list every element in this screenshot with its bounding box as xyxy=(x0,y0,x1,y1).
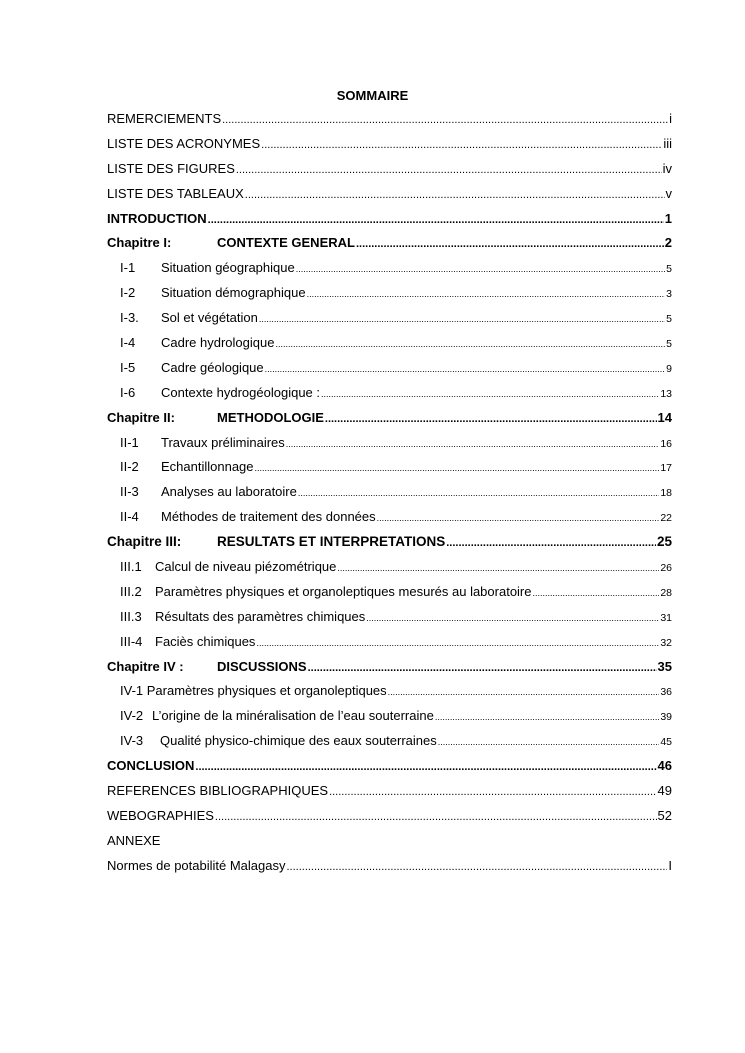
toc-leader-dots xyxy=(286,859,667,875)
toc-leader-dots xyxy=(329,784,656,800)
toc-entry-number: I-6 xyxy=(120,384,136,400)
toc-entry-page: 14 xyxy=(657,409,672,425)
page-title: SOMMAIRE xyxy=(336,88,409,103)
toc-entry[interactable] xyxy=(107,484,672,509)
toc-entry-label: Méthodes de traitement des données xyxy=(161,509,376,525)
toc-leader-dots xyxy=(307,286,666,302)
toc-entry-number: IV-3 xyxy=(120,733,144,749)
toc-entry-page: 1 xyxy=(664,210,672,226)
toc-entry-label: Situation géographique xyxy=(161,260,295,276)
toc-entry-page: 52 xyxy=(657,807,672,823)
toc-entry-number: Chapitre I: xyxy=(107,235,172,251)
toc-entry-page: 32 xyxy=(660,636,672,649)
toc-entry-label: Analyses au laboratoire xyxy=(161,484,297,500)
toc-leader-dots xyxy=(256,635,659,651)
toc-leader-dots xyxy=(261,137,662,153)
toc-entry-label: REFERENCES BIBLIOGRAPHIQUES xyxy=(107,783,329,799)
toc-entry-page: iv xyxy=(662,160,672,176)
toc-entry[interactable] xyxy=(107,161,672,186)
toc-entry-label: WEBOGRAPHIES xyxy=(107,807,214,823)
toc-entry[interactable] xyxy=(107,136,672,161)
toc-entry-label: DISCUSSIONS xyxy=(217,658,307,674)
toc-entry[interactable] xyxy=(107,708,672,733)
toc-entry-page: 28 xyxy=(660,586,672,599)
toc-entry-page: 31 xyxy=(660,611,672,624)
toc-entry[interactable] xyxy=(107,211,672,236)
toc-entry[interactable] xyxy=(107,509,672,534)
toc-entry-page: 2 xyxy=(664,235,672,251)
toc-entry-page: 5 xyxy=(666,338,672,351)
toc-entry-number: III.3 xyxy=(120,608,142,624)
toc-entry-label: Faciès chimiques xyxy=(155,633,256,649)
toc-entry-label: Situation démographique xyxy=(161,285,306,301)
table-of-contents xyxy=(107,111,672,883)
toc-entry[interactable] xyxy=(107,783,672,808)
toc-entry[interactable] xyxy=(107,659,672,684)
toc-entry[interactable] xyxy=(107,758,672,783)
toc-leader-dots xyxy=(298,485,659,501)
toc-entry-page: 39 xyxy=(660,711,672,724)
toc-leader-dots xyxy=(308,660,657,676)
toc-entry-page: 9 xyxy=(666,362,672,375)
toc-leader-dots xyxy=(259,311,665,327)
toc-leader-dots xyxy=(388,684,660,700)
toc-entry-page: 46 xyxy=(657,758,672,774)
toc-entry[interactable] xyxy=(107,733,672,758)
toc-entry-number: II-1 xyxy=(120,434,139,450)
toc-leader-dots xyxy=(533,585,660,601)
toc-entry[interactable] xyxy=(107,584,672,609)
toc-entry-number: I-2 xyxy=(120,285,136,301)
toc-entry-number: II-4 xyxy=(120,509,139,525)
toc-entry[interactable] xyxy=(107,459,672,484)
toc-entry-page: 5 xyxy=(666,313,672,326)
toc-entry-page: 16 xyxy=(660,437,672,450)
toc-leader-dots xyxy=(215,809,657,825)
toc-entry-label: Cadre hydrologique xyxy=(161,335,275,351)
toc-entry-label: Echantillonnage xyxy=(161,459,254,475)
toc-entry-page: i xyxy=(669,111,672,126)
toc-entry[interactable] xyxy=(107,385,672,410)
toc-entry-label: Résultats des paramètres chimiques xyxy=(155,608,366,624)
toc-entry[interactable] xyxy=(107,111,672,136)
toc-entry[interactable] xyxy=(107,186,672,211)
toc-entry-label: REMERCIEMENTS xyxy=(107,111,222,126)
toc-entry-number: IV-2 xyxy=(120,708,144,724)
toc-leader-dots xyxy=(195,759,656,775)
toc-entry-page: v xyxy=(665,185,672,201)
toc-entry-number: I-3. xyxy=(120,310,139,326)
toc-entry-number: I-5 xyxy=(120,359,136,375)
toc-entry[interactable] xyxy=(107,360,672,385)
toc-leader-dots xyxy=(245,187,665,203)
toc-entry-label: Cadre géologique xyxy=(161,359,264,375)
toc-entry-number: II-3 xyxy=(120,484,139,500)
toc-entry-label: Qualité physico-chimique des eaux souterraines xyxy=(160,733,437,749)
toc-entry-label: LISTE DES FIGURES xyxy=(107,160,235,176)
toc-entry-number: II-2 xyxy=(120,459,139,475)
toc-leader-dots xyxy=(337,560,659,576)
toc-entry[interactable] xyxy=(107,833,672,858)
toc-entry-label: CONCLUSION xyxy=(107,758,195,774)
toc-entry[interactable] xyxy=(107,559,672,584)
toc-leader-dots xyxy=(325,411,657,427)
toc-entry-page: 25 xyxy=(656,534,672,550)
toc-leader-dots xyxy=(296,261,665,277)
toc-entry-number: III.1 xyxy=(120,559,142,575)
toc-entry-number: Chapitre IV : xyxy=(107,658,184,674)
toc-entry-label: RESULTATS ET INTERPRETATIONS xyxy=(217,534,446,550)
toc-entry-page: 26 xyxy=(660,562,672,575)
toc-entry[interactable] xyxy=(107,634,672,659)
toc-entry-page: 17 xyxy=(660,462,672,475)
toc-leader-dots xyxy=(438,734,660,750)
toc-entry-label: Normes de potabilité Malagasy xyxy=(107,857,286,873)
toc-entry[interactable] xyxy=(107,609,672,634)
toc-leader-dots xyxy=(255,460,660,476)
toc-entry-page: 45 xyxy=(660,736,672,749)
toc-leader-dots xyxy=(222,112,668,128)
toc-entry-label: Calcul de niveau piézométrique xyxy=(155,559,337,575)
toc-leader-dots xyxy=(366,610,659,626)
toc-entry-number: III-4 xyxy=(120,633,143,649)
toc-entry-number: I-1 xyxy=(120,260,136,276)
toc-leader-dots xyxy=(435,709,659,725)
toc-leader-dots xyxy=(446,535,656,551)
toc-entry-page: 49 xyxy=(657,783,672,799)
toc-entry-label: LISTE DES ACRONYMES xyxy=(107,135,261,151)
toc-entry[interactable] xyxy=(107,410,672,435)
toc-entry-label: Contexte hydrogéologique : xyxy=(161,384,321,400)
toc-entry-label: LISTE DES TABLEAUX xyxy=(107,185,244,201)
toc-leader-dots xyxy=(265,361,666,377)
toc-entry-label: INTRODUCTION xyxy=(107,210,207,226)
toc-entry-number: Chapitre III: xyxy=(107,534,182,550)
toc-entry[interactable] xyxy=(107,858,672,883)
toc-entry-page: iii xyxy=(663,135,672,151)
toc-entry-label: Sol et végétation xyxy=(161,310,258,326)
toc-entry-number: Chapitre II: xyxy=(107,409,175,425)
toc-entry[interactable] xyxy=(107,285,672,310)
toc-entry-label: IV-1 Paramètres physiques et organoleptiques xyxy=(120,683,387,699)
toc-entry-page: I xyxy=(668,857,672,873)
toc-entry[interactable] xyxy=(107,310,672,335)
toc-leader-dots xyxy=(286,436,660,452)
toc-entry-page: 36 xyxy=(660,686,672,699)
toc-entry-page: 35 xyxy=(657,658,672,674)
toc-entry-label: ANNEXE xyxy=(107,832,161,848)
toc-leader-dots xyxy=(321,386,659,402)
toc-entry-label: Travaux préliminaires xyxy=(161,434,285,450)
toc-entry-page: 22 xyxy=(660,512,672,525)
toc-entry[interactable] xyxy=(107,335,672,360)
toc-entry-page: 18 xyxy=(660,487,672,500)
toc-entry-label: CONTEXTE GENERAL xyxy=(217,235,355,251)
toc-entry[interactable] xyxy=(107,435,672,460)
toc-leader-dots xyxy=(275,336,665,352)
toc-entry-number: III.2 xyxy=(120,583,142,599)
toc-entry-number: I-4 xyxy=(120,335,136,351)
toc-leader-dots xyxy=(208,212,664,228)
toc-entry-label: METHODOLOGIE xyxy=(217,409,324,425)
toc-leader-dots xyxy=(377,510,660,526)
toc-entry-label: L’origine de la minéralisation de l’eau souterraine xyxy=(152,708,434,724)
toc-entry[interactable] xyxy=(107,808,672,833)
toc-entry-page: 13 xyxy=(660,387,672,400)
toc-entry[interactable] xyxy=(107,260,672,285)
toc-entry-page: 3 xyxy=(666,288,672,301)
toc-leader-dots xyxy=(356,236,664,252)
toc-entry-label: Paramètres physiques et organoleptiques mesurés au laboratoire xyxy=(155,583,532,599)
toc-entry[interactable] xyxy=(107,534,672,559)
toc-entry[interactable] xyxy=(107,683,672,708)
toc-entry-page: 5 xyxy=(666,263,672,276)
toc-leader-dots xyxy=(236,162,662,178)
toc-entry[interactable] xyxy=(107,235,672,260)
